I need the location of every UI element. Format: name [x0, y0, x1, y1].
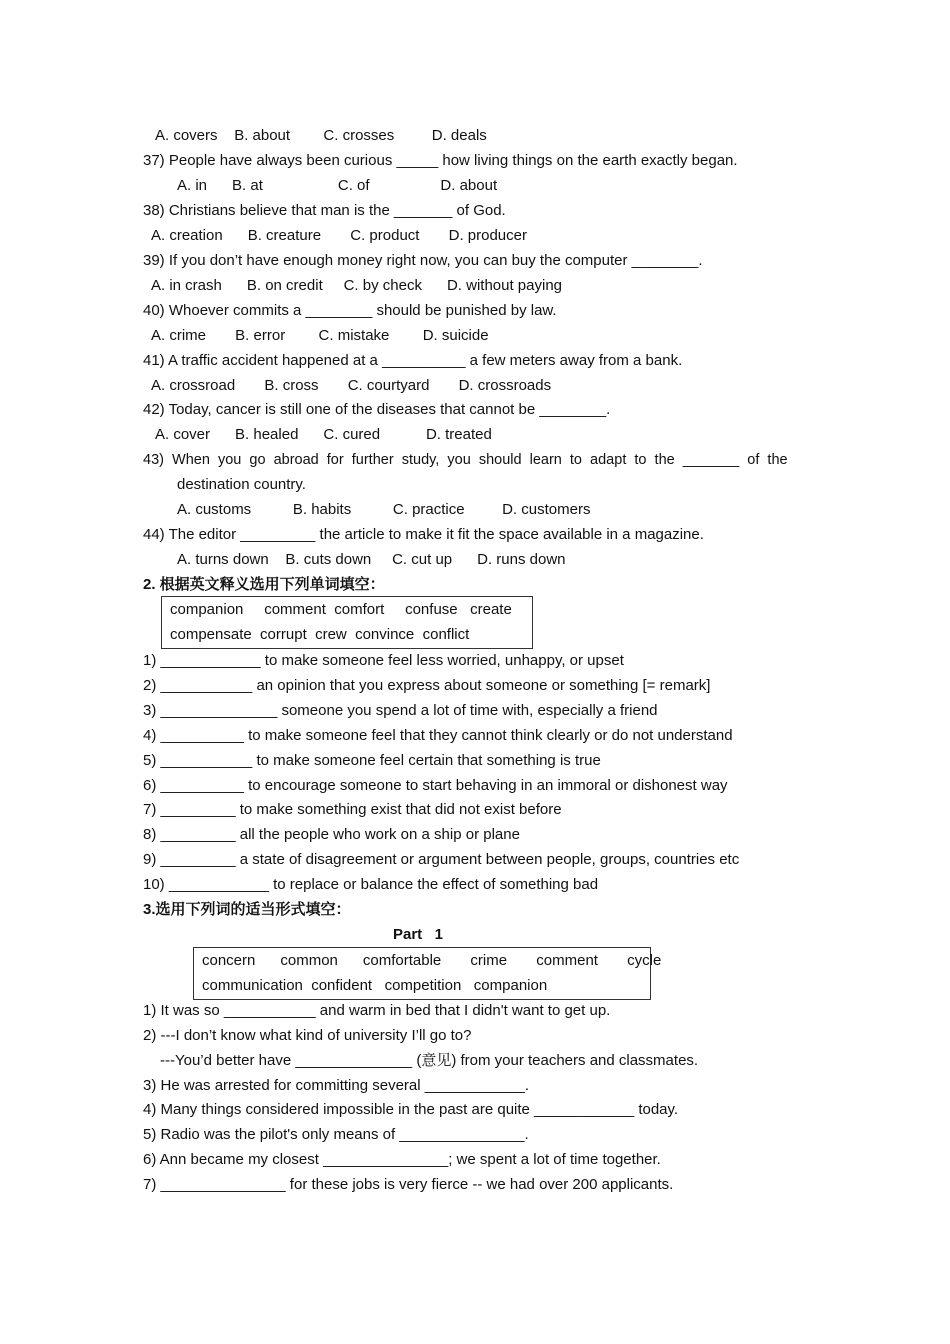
sentence-5: 5) Radio was the pilot's only means of _______________. — [143, 1126, 529, 1143]
word-box-3-row-2: communication confident competition companion — [202, 977, 548, 994]
definition-4: 4) __________ to make someone feel that they cannot think clearly or do not understand — [143, 727, 733, 744]
question-38: 38) Christians believe that man is the _______ of God. — [143, 202, 506, 219]
options-40: A. crime B. error C. mistake D. suicide — [151, 327, 489, 344]
options-42: A. cover B. healed C. cured D. treated — [155, 426, 492, 443]
word-box-2 — [161, 596, 533, 649]
question-41: 41) A traffic accident happened at a __________ a few meters away from a bank. — [143, 352, 683, 369]
sentence-6: 6) Ann became my closest _______________; we spent a lot of time together. — [143, 1151, 661, 1168]
definition-6: 6) __________ to encourage someone to start behaving in an immoral or dishonest way — [143, 777, 728, 794]
question-37: 37) People have always been curious _____ how living things on the earth exactly began. — [143, 152, 738, 169]
options-39: A. in crash B. on credit C. by check D. without paying — [151, 277, 563, 294]
definition-1: 1) ____________ to make someone feel less worried, unhappy, or upset — [143, 652, 624, 669]
word-box-3 — [193, 947, 662, 1000]
options-37: A. in B. at C. of D. about — [177, 177, 498, 194]
definition-9: 9) _________ a state of disagreement or argument between people, groups, countries etc — [143, 851, 740, 868]
word-box-3-row-1: concern common comfortable crime comment cycle — [202, 952, 662, 969]
sentence-4: 4) Many things considered impossible in the past are quite ____________ today. — [143, 1101, 679, 1118]
question-43: 43) When you go abroad for further study, you should learn to adapt to the _______ of the — [143, 452, 788, 468]
definition-8: 8) _________ all the people who work on a ship or plane — [143, 826, 520, 843]
question-42: 42) Today, cancer is still one of the diseases that cannot be ________. — [143, 401, 611, 418]
options-44: A. turns down B. cuts down C. cut up D. runs down — [177, 551, 566, 568]
sentence-2: 2) ---I don’t know what kind of university I’ll go to? — [143, 1027, 472, 1044]
options-41: A. crossroad B. cross C. courtyard D. crossroads — [151, 377, 552, 394]
definition-3: 3) ______________ someone you spend a lot of time with, especially a friend — [143, 702, 658, 719]
word-box-2-row-1: companion comment comfort confuse create — [170, 601, 512, 618]
sentence-2-reply: ---You’d better have ______________ (意见) from your teachers and classmates. — [160, 1052, 699, 1069]
definition-10: 10) ____________ to replace or balance the effect of something bad — [143, 876, 599, 893]
definition-2: 2) ___________ an opinion that you express about someone or something [= remark] — [143, 677, 711, 694]
question-43-cont: destination country. — [177, 476, 306, 493]
question-44: 44) The editor _________ the article to make it fit the space available in a magazine. — [143, 526, 704, 543]
section-3-heading: 3.选用下列词的适当形式填空： — [143, 901, 351, 918]
sentence-7: 7) _______________ for these jobs is very fierce -- we had over 200 applicants. — [143, 1176, 674, 1193]
options-36: A. covers B. about C. crosses D. deals — [155, 127, 487, 144]
word-box-2-row-2: compensate corrupt crew convince conflict — [170, 626, 470, 643]
definition-5: 5) ___________ to make someone feel certain that something is true — [143, 752, 601, 769]
sentence-3: 3) He was arrested for committing several ____________. — [143, 1077, 530, 1094]
question-40: 40) Whoever commits a ________ should be punished by law. — [143, 302, 557, 319]
definition-7: 7) _________ to make something exist that did not exist before — [143, 801, 562, 818]
question-39: 39) If you don’t have enough money right now, you can buy the computer ________. — [143, 252, 703, 269]
options-43: A. customs B. habits C. practice D. customers — [177, 501, 591, 518]
sentence-1: 1) It was so ___________ and warm in bed that I didn't want to get up. — [143, 1002, 611, 1019]
section-2-heading: 2. 根据英文释义选用下列单词填空： — [143, 576, 385, 593]
options-38: A. creation B. creature C. product D. producer — [151, 227, 527, 244]
part-1-heading: Part 1 — [393, 926, 444, 943]
